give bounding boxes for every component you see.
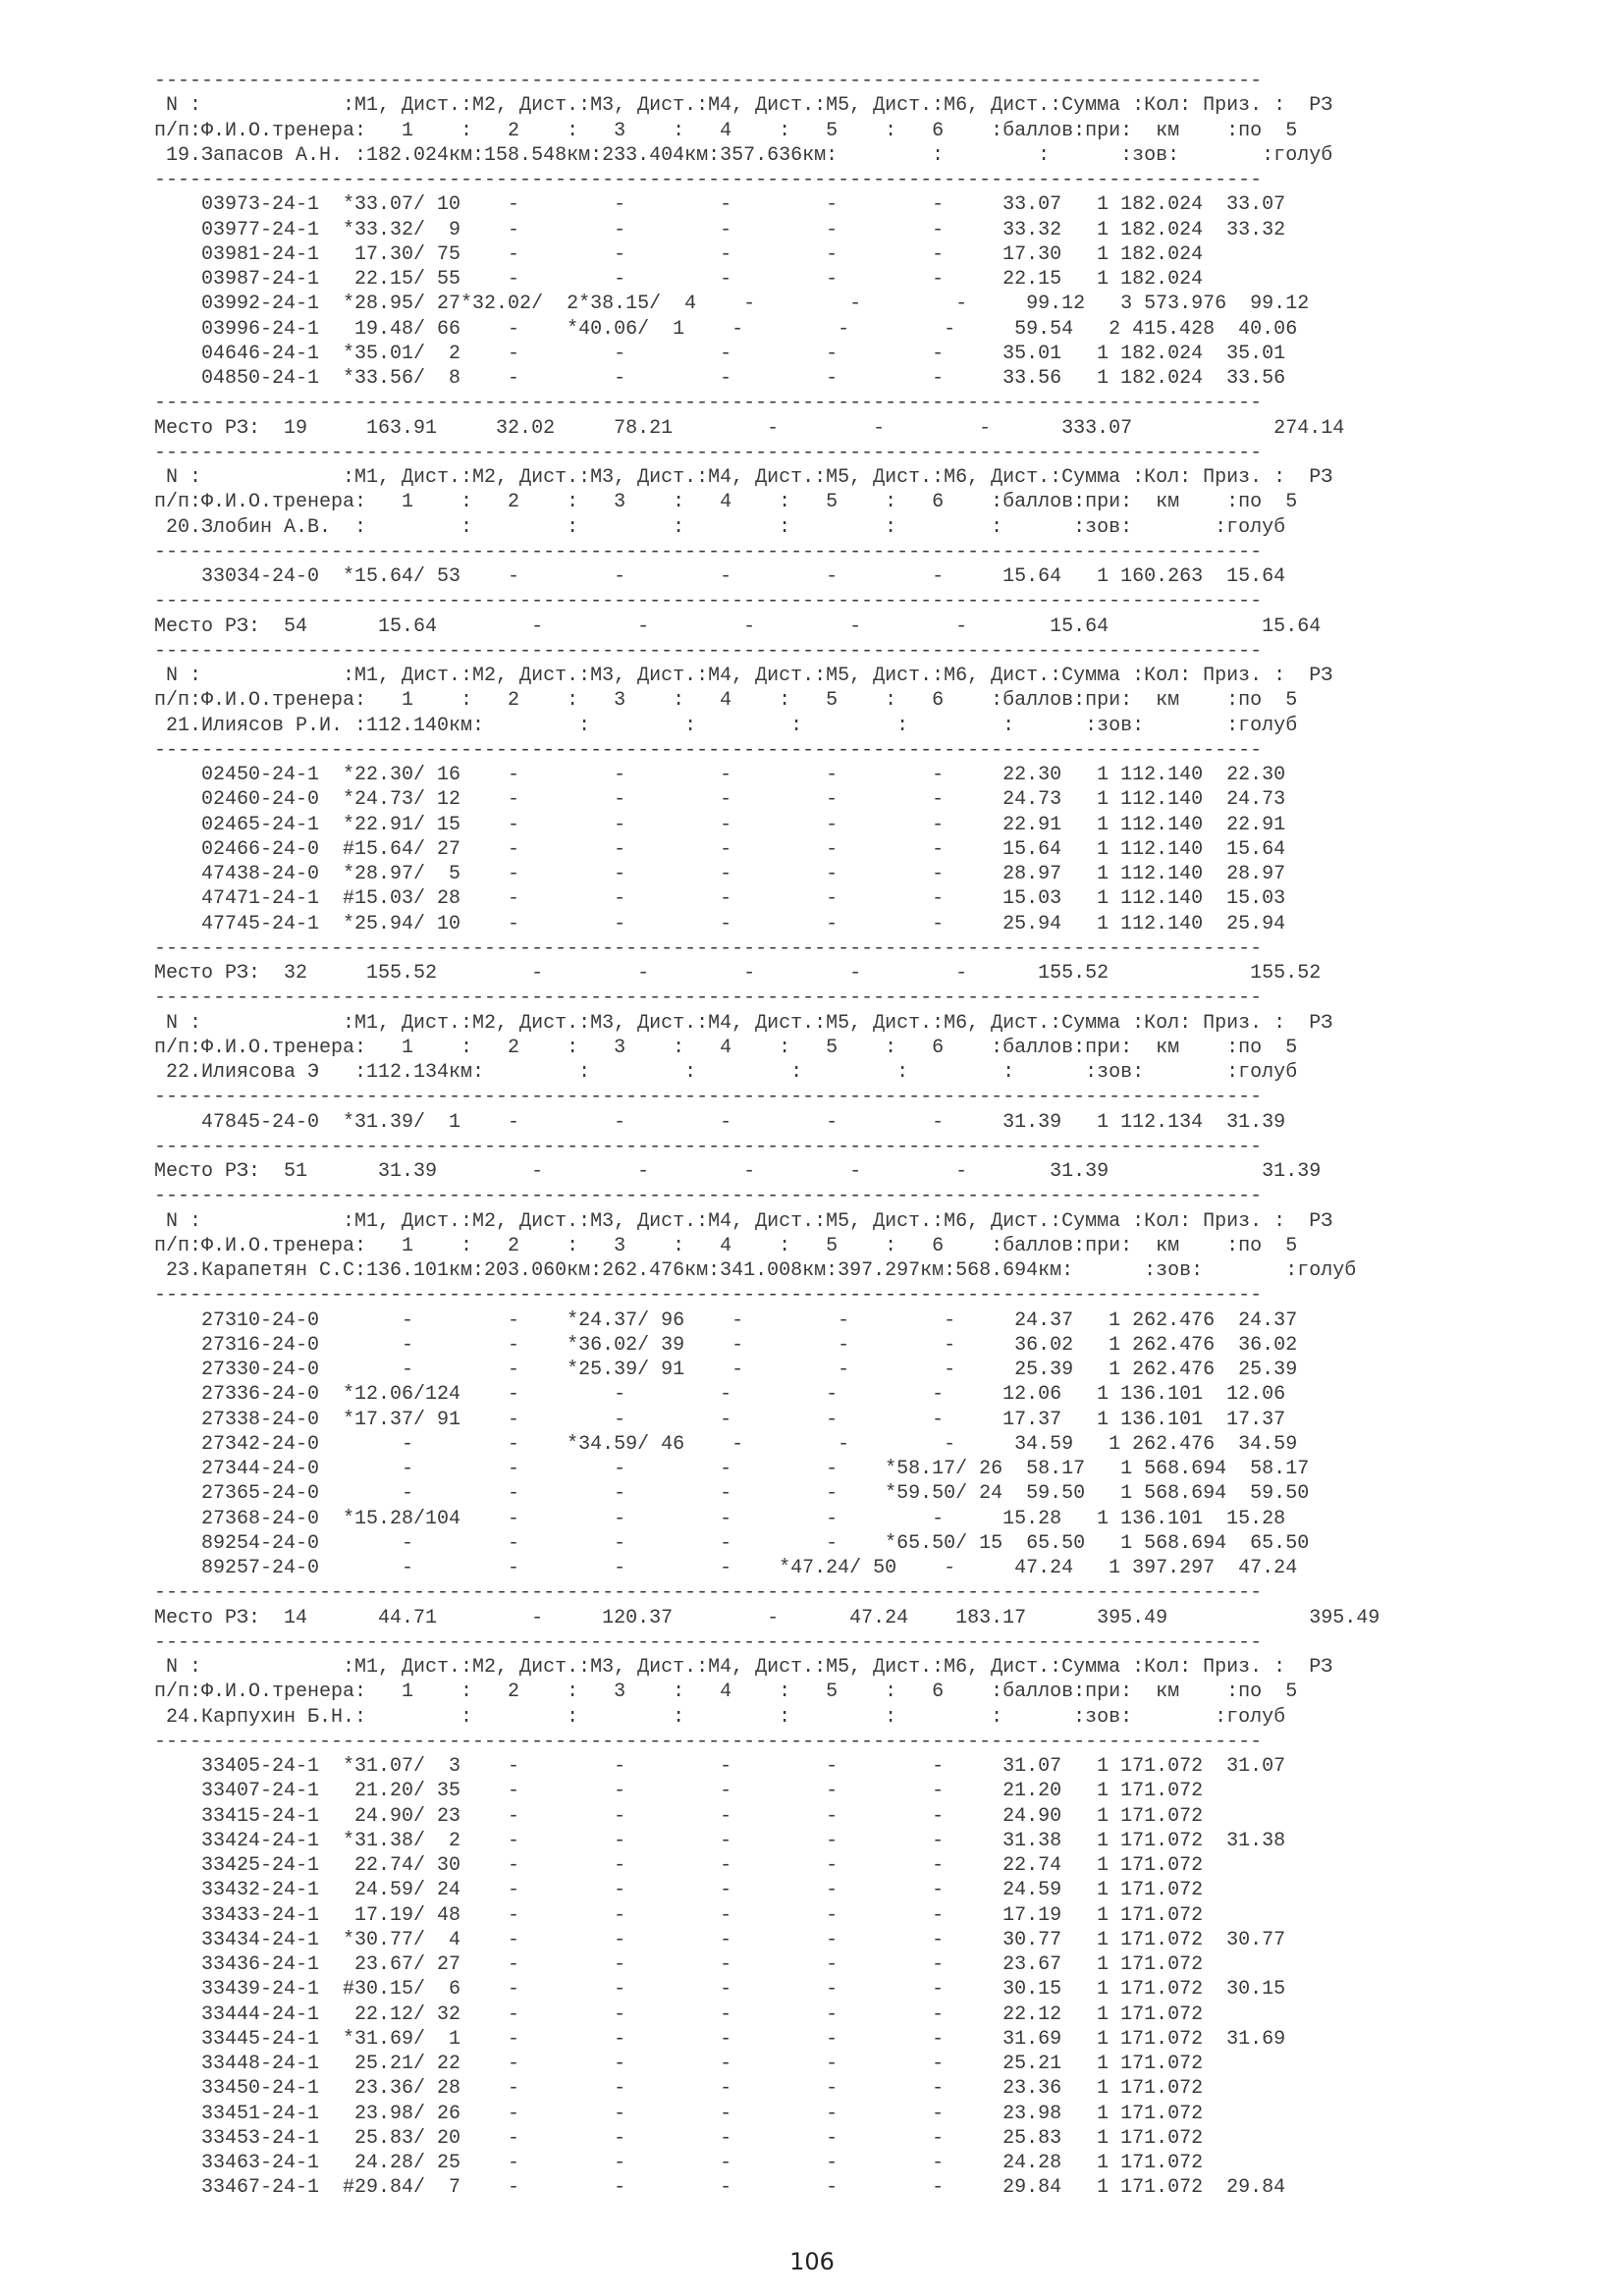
table-line: 20.Злобин А.В. : : : : : : : :зов: :голуб bbox=[154, 515, 1286, 539]
page-number: 106 bbox=[789, 2248, 835, 2275]
table-line: ---------------------------------------------------------------------------------------------- bbox=[154, 590, 1263, 614]
table-line: п/п:Ф.И.О.тренера: 1 : 2 : 3 : 4 : 5 : 6 :баллов:при: км :по 5 bbox=[154, 1036, 1298, 1059]
table-line: 33405-24-1 *31.07/ 3 - - - - - 31.07 1 171.072 31.07 bbox=[154, 1755, 1286, 1778]
table-line: 27368-24-0 *15.28/104 - - - - - 15.28 1 136.101 15.28 bbox=[154, 1507, 1286, 1530]
table-line: ---------------------------------------------------------------------------------------------- bbox=[154, 392, 1263, 415]
table-line: N : :М1, Дист.:М2, Дист.:М3, Дист.:М4, Дист.:М5, Дист.:М6, Дист.:Сумма :Кол: Приз. : РЗ bbox=[154, 466, 1333, 489]
table-line: 33433-24-1 17.19/ 48 - - - - - 17.19 1 171.072 bbox=[154, 1903, 1204, 1927]
table-line: ---------------------------------------------------------------------------------------------- bbox=[154, 936, 1263, 960]
table-line: 33436-24-1 23.67/ 27 - - - - - 23.67 1 171.072 bbox=[154, 1953, 1204, 1976]
table-line: ---------------------------------------------------------------------------------------------- bbox=[154, 1135, 1263, 1158]
table-line: п/п:Ф.И.О.тренера: 1 : 2 : 3 : 4 : 5 : 6 :баллов:при: км :по 5 bbox=[154, 491, 1298, 514]
table-line: 33424-24-1 *31.38/ 2 - - - - - 31.38 1 171.072 31.38 bbox=[154, 1829, 1286, 1852]
table-line: п/п:Ф.И.О.тренера: 1 : 2 : 3 : 4 : 5 : 6 :баллов:при: км :по 5 bbox=[154, 119, 1298, 142]
table-line: 24.Карпухин Б.Н.: : : : : : : :зов: :голуб bbox=[154, 1705, 1286, 1729]
table-line: Место РЗ: 51 31.39 - - - - - 31.39 31.39 bbox=[154, 1160, 1322, 1183]
table-line: 03977-24-1 *33.32/ 9 - - - - - 33.32 1 182.024 33.32 bbox=[154, 218, 1286, 241]
table-line: 33467-24-1 #29.84/ 7 - - - - - 29.84 1 171.072 29.84 bbox=[154, 2176, 1286, 2200]
table-line: N : :М1, Дист.:М2, Дист.:М3, Дист.:М4, Дист.:М5, Дист.:М6, Дист.:Сумма :Кол: Приз. : РЗ bbox=[154, 1011, 1333, 1035]
table-line: 33415-24-1 24.90/ 23 - - - - - 24.90 1 171.072 bbox=[154, 1804, 1204, 1828]
table-line: 03973-24-1 *33.07/ 10 - - - - - 33.07 1 182.024 33.07 bbox=[154, 193, 1286, 217]
table-line: 33463-24-1 24.28/ 25 - - - - - 24.28 1 171.072 bbox=[154, 2152, 1204, 2174]
table-line: 03987-24-1 22.15/ 55 - - - - - 22.15 1 182.024 bbox=[154, 268, 1204, 291]
table-line: ---------------------------------------------------------------------------------------------- bbox=[154, 1730, 1263, 1753]
table-line: 03992-24-1 *28.95/ 27*32.02/ 2*38.15/ 4 - - - 99.12 3 573.976 99.12 bbox=[154, 293, 1310, 316]
table-line: ---------------------------------------------------------------------------------------------- bbox=[154, 738, 1263, 762]
table-line: 47471-24-1 #15.03/ 28 - - - - - 15.03 1 112.140 15.03 bbox=[154, 887, 1286, 911]
table-line: ---------------------------------------------------------------------------------------------- bbox=[154, 70, 1263, 92]
table-line: Место РЗ: 54 15.64 - - - - - 15.64 15.64 bbox=[154, 614, 1322, 638]
table-line: 27365-24-0 - - - - - *59.50/ 24 59.50 1 568.694 59.50 bbox=[154, 1482, 1310, 1506]
table-line: 47745-24-1 *25.94/ 10 - - - - - 25.94 1 112.140 25.94 bbox=[154, 912, 1286, 935]
table-line: 27310-24-0 - - *24.37/ 96 - - - 24.37 1 262.476 24.37 bbox=[154, 1308, 1298, 1332]
table-line: 89257-24-0 - - - - *47.24/ 50 - 47.24 1 397.297 47.24 bbox=[154, 1557, 1298, 1579]
table-line: 22.Илиясова Э :112.134км: : : : : : :зов: :голуб bbox=[154, 1061, 1298, 1084]
table-line: 89254-24-0 - - - - - *65.50/ 15 65.50 1 568.694 65.50 bbox=[154, 1531, 1310, 1555]
table-line: 23.Карапетян С.С:136.101км:203.060км:262.476км:341.008км:397.297км:568.694км: :зов: :голуб bbox=[154, 1259, 1357, 1282]
table-line: Место РЗ: 32 155.52 - - - - - 155.52 155.52 bbox=[154, 962, 1322, 985]
table-line: ---------------------------------------------------------------------------------------------- bbox=[154, 1185, 1263, 1208]
table-line: 33450-24-1 23.36/ 28 - - - - - 23.36 1 171.072 bbox=[154, 2077, 1204, 2101]
table-line: 21.Илиясов Р.И. :112.140км: : : : : : :зов: :голуб bbox=[154, 714, 1298, 737]
table-line: N : :М1, Дист.:М2, Дист.:М3, Дист.:М4, Дист.:М5, Дист.:М6, Дист.:Сумма :Кол: Приз. : РЗ bbox=[154, 665, 1333, 687]
table-line: 27336-24-0 *12.06/124 - - - - - 12.06 1 136.101 12.06 bbox=[154, 1383, 1286, 1407]
table-line: N : :М1, Дист.:М2, Дист.:М3, Дист.:М4, Дист.:М5, Дист.:М6, Дист.:Сумма :Кол: Приз. : РЗ bbox=[154, 94, 1333, 118]
table-line: N : :М1, Дист.:М2, Дист.:М3, Дист.:М4, Дист.:М5, Дист.:М6, Дист.:Сумма :Кол: Приз. : РЗ bbox=[154, 1209, 1333, 1233]
table-line: 03996-24-1 19.48/ 66 - *40.06/ 1 - - - 59.54 2 415.428 40.06 bbox=[154, 317, 1298, 341]
table-line: 04646-24-1 *35.01/ 2 - - - - - 35.01 1 182.024 35.01 bbox=[154, 342, 1286, 365]
table-line: п/п:Ф.И.О.тренера: 1 : 2 : 3 : 4 : 5 : 6 :баллов:при: км :по 5 bbox=[154, 1681, 1298, 1704]
table-line: 02450-24-1 *22.30/ 16 - - - - - 22.30 1 112.140 22.30 bbox=[154, 764, 1286, 786]
table-line: п/п:Ф.И.О.тренера: 1 : 2 : 3 : 4 : 5 : 6 :баллов:при: км :по 5 bbox=[154, 689, 1298, 713]
table-line: 02466-24-0 #15.64/ 27 - - - - - 15.64 1 112.140 15.64 bbox=[154, 837, 1286, 861]
table-line: ---------------------------------------------------------------------------------------------- bbox=[154, 1086, 1263, 1109]
table-line: 33451-24-1 23.98/ 26 - - - - - 23.98 1 171.072 bbox=[154, 2102, 1204, 2125]
table-line: 27344-24-0 - - - - - *58.17/ 26 58.17 1 568.694 58.17 bbox=[154, 1458, 1310, 1480]
table-line: 19.Запасов А.Н. :182.024км:158.548км:233.404км:357.636км: : : :зов: :голуб bbox=[154, 143, 1333, 167]
table-line: ---------------------------------------------------------------------------------------------- bbox=[154, 1630, 1263, 1654]
table-line: 47845-24-0 *31.39/ 1 - - - - - 31.39 1 112.134 31.39 bbox=[154, 1110, 1286, 1134]
table-line: 33448-24-1 25.21/ 22 - - - - - 25.21 1 171.072 bbox=[154, 2053, 1204, 2075]
table-line: 47438-24-0 *28.97/ 5 - - - - - 28.97 1 112.140 28.97 bbox=[154, 863, 1286, 885]
table-line: 33445-24-1 *31.69/ 1 - - - - - 31.69 1 171.072 31.69 bbox=[154, 2027, 1286, 2051]
table-line: Место РЗ: 14 44.71 - 120.37 - 47.24 183.17 395.49 395.49 bbox=[154, 1606, 1380, 1629]
table-line: 33425-24-1 22.74/ 30 - - - - - 22.74 1 171.072 bbox=[154, 1854, 1204, 1877]
table-line: 04850-24-1 *33.56/ 8 - - - - - 33.56 1 182.024 33.56 bbox=[154, 367, 1286, 390]
table-line: 27342-24-0 - - *34.59/ 46 - - - 34.59 1 262.476 34.59 bbox=[154, 1432, 1298, 1456]
table-line: п/п:Ф.И.О.тренера: 1 : 2 : 3 : 4 : 5 : 6 :баллов:при: км :по 5 bbox=[154, 1234, 1298, 1257]
table-line: 33453-24-1 25.83/ 20 - - - - - 25.83 1 171.072 bbox=[154, 2126, 1204, 2150]
table-line: N : :М1, Дист.:М2, Дист.:М3, Дист.:М4, Дист.:М5, Дист.:М6, Дист.:Сумма :Кол: Приз. : РЗ bbox=[154, 1656, 1333, 1679]
table-line: 02460-24-0 *24.73/ 12 - - - - - 24.73 1 112.140 24.73 bbox=[154, 788, 1286, 812]
table-line: 33432-24-1 24.59/ 24 - - - - - 24.59 1 171.072 bbox=[154, 1879, 1204, 1902]
table-line: 27316-24-0 - - *36.02/ 39 - - - 36.02 1 262.476 36.02 bbox=[154, 1333, 1298, 1357]
table-line: ---------------------------------------------------------------------------------------------- bbox=[154, 441, 1263, 464]
table-line: 33444-24-1 22.12/ 32 - - - - - 22.12 1 171.072 bbox=[154, 2002, 1204, 2026]
table-line: ---------------------------------------------------------------------------------------------- bbox=[154, 540, 1263, 563]
table-line: ---------------------------------------------------------------------------------------------- bbox=[154, 1284, 1263, 1308]
table-line: 02465-24-1 *22.91/ 15 - - - - - 22.91 1 112.140 22.91 bbox=[154, 813, 1286, 836]
table-line: Место РЗ: 19 163.91 32.02 78.21 - - - 333.07 274.14 bbox=[154, 416, 1345, 440]
table-line: 27338-24-0 *17.37/ 91 - - - - - 17.37 1 136.101 17.37 bbox=[154, 1408, 1286, 1431]
table-line: 33407-24-1 21.20/ 35 - - - - - 21.20 1 171.072 bbox=[154, 1780, 1204, 1803]
table-line: 03981-24-1 17.30/ 75 - - - - - 17.30 1 182.024 bbox=[154, 242, 1204, 266]
table-line: ---------------------------------------------------------------------------------------------- bbox=[154, 1581, 1263, 1605]
table-line: ---------------------------------------------------------------------------------------------- bbox=[154, 987, 1263, 1010]
table-line: 33034-24-0 *15.64/ 53 - - - - - 15.64 1 160.263 15.64 bbox=[154, 565, 1286, 588]
table-line: 27330-24-0 - - *25.39/ 91 - - - 25.39 1 262.476 25.39 bbox=[154, 1359, 1298, 1381]
table-line: 33434-24-1 *30.77/ 4 - - - - - 30.77 1 171.072 30.77 bbox=[154, 1928, 1286, 1951]
table-line: ---------------------------------------------------------------------------------------------- bbox=[154, 169, 1263, 191]
table-line: 33439-24-1 #30.15/ 6 - - - - - 30.15 1 171.072 30.15 bbox=[154, 1978, 1286, 2002]
table-line: ---------------------------------------------------------------------------------------------- bbox=[154, 639, 1263, 663]
results-table-text bbox=[154, 69, 1585, 2201]
